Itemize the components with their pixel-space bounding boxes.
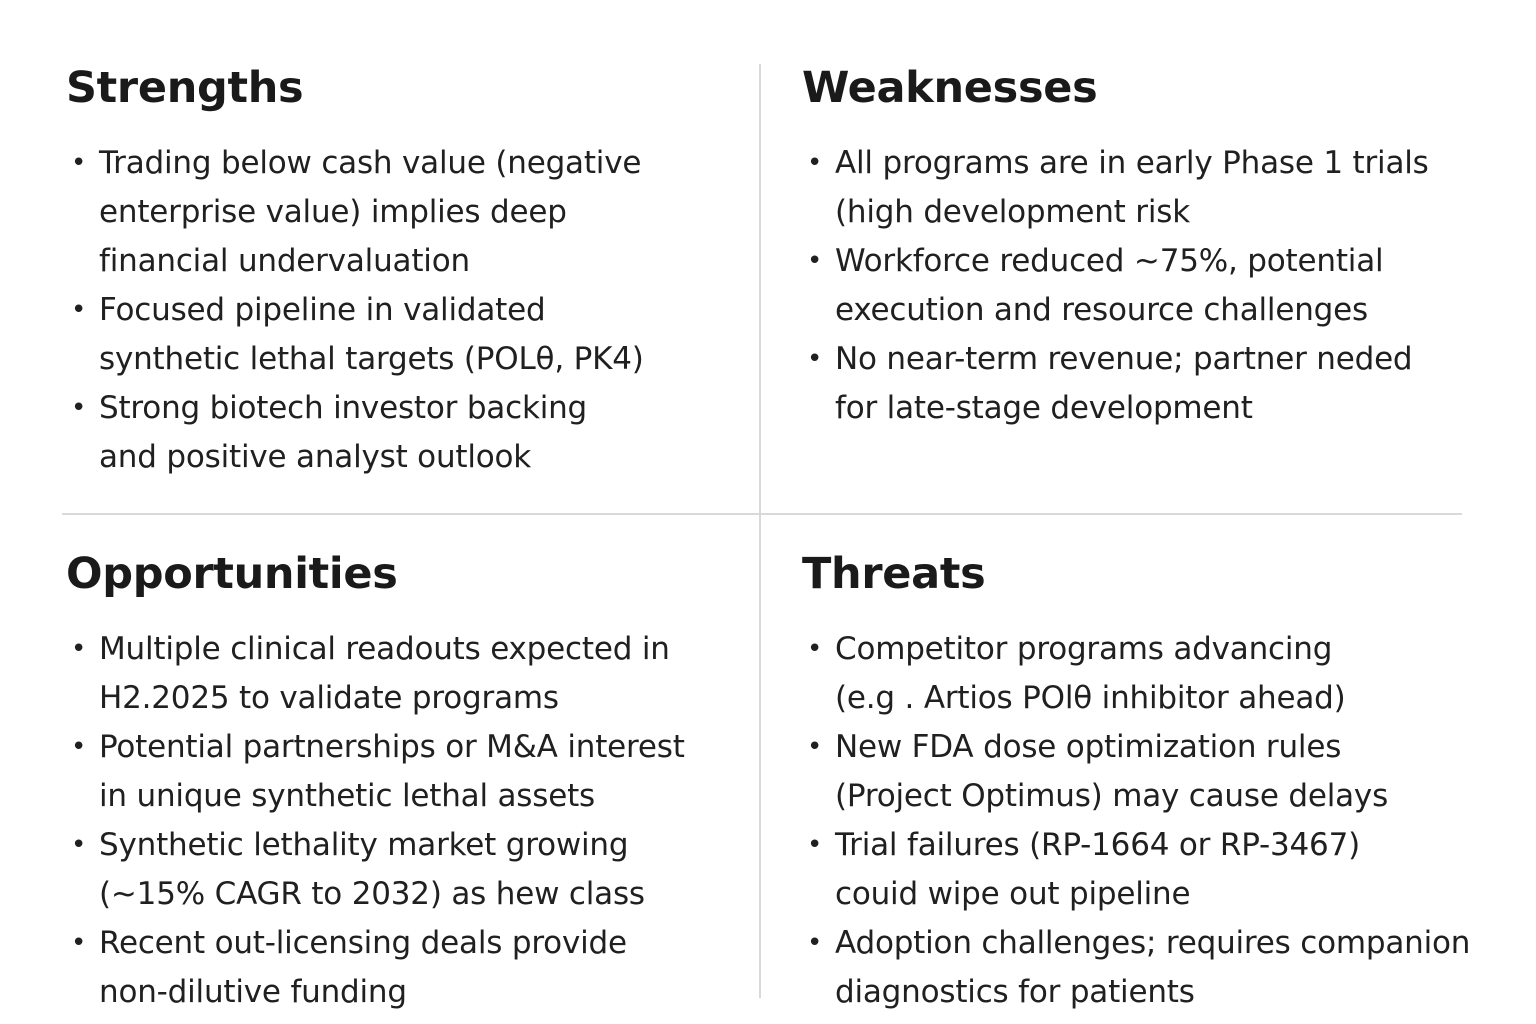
item-line: Adoption challenges; requires companion [835,925,1471,961]
threats-item [802,723,1502,821]
weaknesses-title: Weaknesses [802,63,1098,113]
item-line: Competitor programs advancing [835,631,1333,667]
item-line: (Project Optimus) may cause delays [835,778,1389,814]
item-line: Focused pipeline in validated [99,292,546,328]
item-line: Trial failures (RP-1664 or RP-3467) [835,827,1360,863]
item-line: for late-stage development [835,390,1253,426]
item-line: H2.2025 to validate programs [99,680,559,716]
threats-quadrant [802,546,1502,1017]
item-line: (~15% CAGR to 2032) as hew class [99,876,645,912]
bullet-icon: • [807,148,823,178]
opportunities-list [66,625,746,1017]
item-line: Workforce reduced ~75%, potential [835,243,1384,279]
opportunities-item [66,919,746,1017]
item-line: enterprise value) implies deep [99,194,567,230]
item-line: execution and resource challenges [835,292,1368,328]
weaknesses-item [802,237,1502,335]
item-line: Potential partnerships or M&A interest [99,729,685,765]
item-line: All programs are in early Phase 1 trials [835,145,1429,181]
item-line: No near-term revenue; partner neded [835,341,1413,377]
item-line: financial undervaluation [99,243,470,279]
item-line: New FDA dose optimization rules [835,729,1342,765]
bullet-icon: • [71,634,87,664]
strengths-item [66,286,746,384]
bullet-icon: • [807,246,823,276]
weaknesses-item [802,335,1502,433]
weaknesses-item [802,139,1502,237]
item-line: and positive analyst outlook [99,439,532,475]
opportunities-quadrant [66,546,746,1017]
strengths-item [66,139,746,286]
bullet-icon: • [807,830,823,860]
opportunities-title: Opportunities [66,549,398,599]
opportunities-item [66,625,746,723]
bullet-icon: • [807,928,823,958]
strengths-item [66,384,746,482]
bullet-icon: • [71,148,87,178]
threats-item [802,625,1502,723]
weaknesses-list [802,139,1502,433]
strengths-list [66,139,746,482]
bullet-icon: • [71,393,87,423]
threats-item [802,821,1502,919]
threats-list [802,625,1502,1017]
bullet-icon: • [71,732,87,762]
opportunities-item [66,821,746,919]
item-line: synthetic lethal targets (POLθ, PK4) [99,341,644,377]
bullet-icon: • [807,344,823,374]
vertical-divider [759,64,761,998]
opportunities-item [66,723,746,821]
horizontal-divider [62,513,1462,515]
item-line: in unique synthetic lethal assets [99,778,595,814]
bullet-icon: • [71,928,87,958]
weaknesses-quadrant [802,60,1502,433]
item-line: Multiple clinical readouts expected in [99,631,670,667]
item-line: Synthetic lethality market growing [99,827,629,863]
item-line: Trading below cash value (negative [99,145,642,181]
item-line: diagnostics for patients [835,974,1195,1010]
item-line: Recent out-licensing deals provide [99,925,627,961]
bullet-icon: • [807,732,823,762]
threats-title: Threats [802,549,986,599]
strengths-title: Strengths [66,63,304,113]
bullet-icon: • [807,634,823,664]
item-line: (high development risk [835,194,1190,230]
bullet-icon: • [71,295,87,325]
item-line: (e.g . Artios POlθ inhibitor ahead) [835,680,1346,716]
threats-item [802,919,1502,1017]
item-line: Strong biotech investor backing [99,390,588,426]
bullet-icon: • [71,830,87,860]
strengths-quadrant [66,60,746,482]
item-line: non-dilutive funding [99,974,407,1010]
item-line: couid wipe out pipeline [835,876,1191,912]
